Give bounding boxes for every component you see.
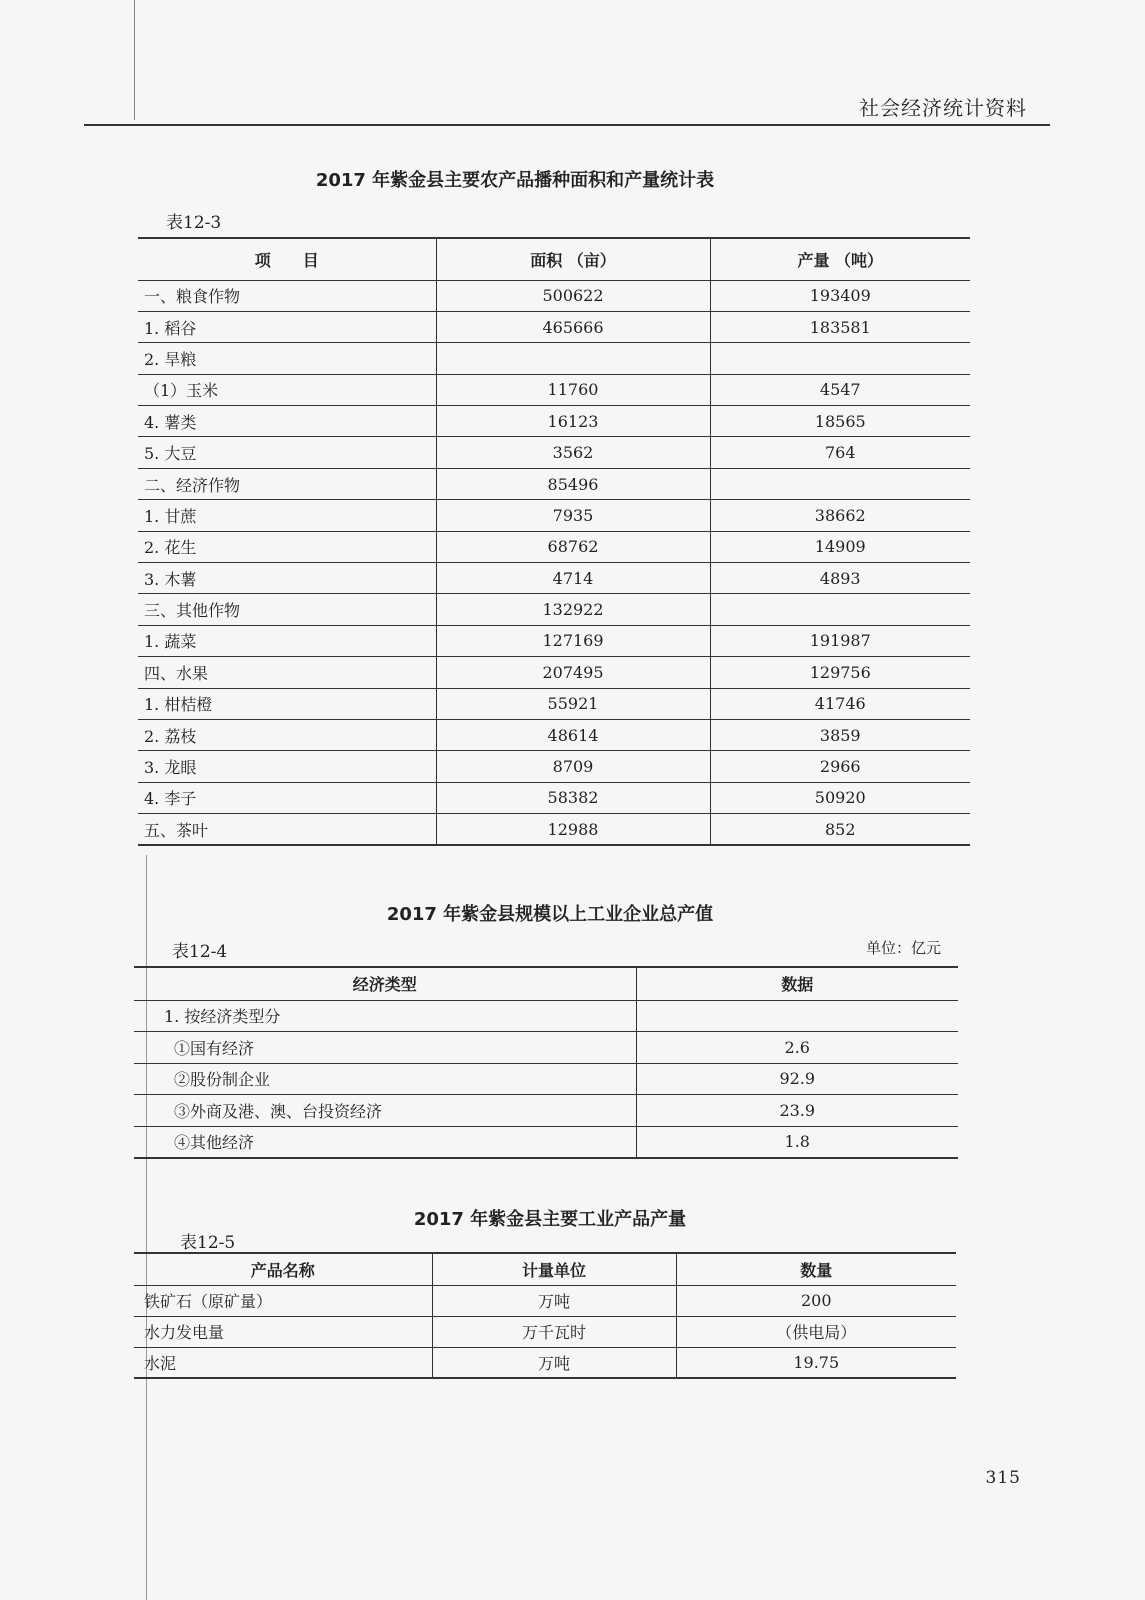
table1-label: 表12-3 xyxy=(166,213,222,233)
table-cell: 3859 xyxy=(710,719,970,750)
table-cell: 2. 花生 xyxy=(138,531,436,562)
table-cell: 11760 xyxy=(436,374,710,405)
table-cell: 1.8 xyxy=(636,1126,958,1158)
table-cell: 2. 荔枝 xyxy=(138,719,436,750)
col-header-data: 数据 xyxy=(636,967,958,1000)
table-cell: 48614 xyxy=(436,719,710,750)
table-cell xyxy=(710,594,970,625)
table-cell: 85496 xyxy=(436,468,710,499)
header-rule xyxy=(84,124,1050,126)
table-cell: 200 xyxy=(676,1285,956,1316)
table-cell: 2966 xyxy=(710,751,970,782)
table-cell: 14909 xyxy=(710,531,970,562)
table-cell xyxy=(636,1000,958,1032)
table2-label: 表12-4 xyxy=(172,942,228,962)
table-row xyxy=(138,280,970,311)
table-cell: 207495 xyxy=(436,657,710,688)
table-cell: 4. 李子 xyxy=(138,782,436,813)
table-cell: 二、经济作物 xyxy=(138,468,436,499)
table-cell: 129756 xyxy=(710,657,970,688)
table-cell: 465666 xyxy=(436,311,710,342)
table-cell: （1）玉米 xyxy=(138,374,436,405)
col-header-type: 经济类型 xyxy=(134,967,636,1000)
table-cell: 19.75 xyxy=(676,1347,956,1378)
col-header-output: 产量 （吨） xyxy=(710,238,970,280)
table-cell: 3. 木薯 xyxy=(138,563,436,594)
section-title: 社会经济统计资料 xyxy=(859,96,1027,120)
table-row xyxy=(138,657,970,688)
table-cell: 764 xyxy=(710,437,970,468)
table-row xyxy=(138,500,970,531)
col-header-area: 面积 （亩） xyxy=(436,238,710,280)
table-cell: 852 xyxy=(710,814,970,845)
col-header-unit: 计量单位 xyxy=(432,1253,676,1285)
crop-table-body xyxy=(138,280,970,845)
table-cell: 41746 xyxy=(710,688,970,719)
gutter-line xyxy=(134,0,135,120)
crop-table xyxy=(138,237,970,846)
table-row xyxy=(138,688,970,719)
table-row xyxy=(134,1285,956,1316)
table3-title: 2017 年紫金县主要工业产品产量 xyxy=(413,1209,687,1230)
table-cell: 7935 xyxy=(436,500,710,531)
table-cell: 2.6 xyxy=(636,1032,958,1064)
table-cell: ④其他经济 xyxy=(134,1126,636,1158)
col-header-item: 项 目 xyxy=(138,238,436,280)
table-cell: 23.9 xyxy=(636,1095,958,1127)
table-cell: ②股份制企业 xyxy=(134,1063,636,1095)
table-row xyxy=(138,625,970,656)
table-cell: 一、粮食作物 xyxy=(138,280,436,311)
table-row xyxy=(138,814,970,845)
table-cell: 水力发电量 xyxy=(134,1316,432,1347)
table-cell xyxy=(710,343,970,374)
col-header-quantity: 数量 xyxy=(676,1253,956,1285)
table-row xyxy=(134,1032,958,1064)
industry-output-table xyxy=(134,966,958,1159)
table-cell: 铁矿石（原矿量） xyxy=(134,1285,432,1316)
table-row xyxy=(138,437,970,468)
table-row xyxy=(138,782,970,813)
table-cell: 1. 柑桔橙 xyxy=(138,688,436,719)
table-row xyxy=(134,1316,956,1347)
table-cell xyxy=(436,343,710,374)
table-row xyxy=(134,1000,958,1032)
table-cell: 68762 xyxy=(436,531,710,562)
table-row xyxy=(138,751,970,782)
table3-label: 表12-5 xyxy=(180,1233,236,1253)
table-cell: ③外商及港、澳、台投资经济 xyxy=(134,1095,636,1127)
table-cell: 五、茶叶 xyxy=(138,814,436,845)
table-row xyxy=(134,1063,958,1095)
table-cell: 18565 xyxy=(710,406,970,437)
table-cell: 4714 xyxy=(436,563,710,594)
table-row xyxy=(134,1126,958,1158)
table-cell xyxy=(710,468,970,499)
table-cell: （供电局） xyxy=(676,1316,956,1347)
table-cell: 万千瓦时 xyxy=(432,1316,676,1347)
table-cell: 3. 龙眼 xyxy=(138,751,436,782)
table2-title: 2017 年紫金县规模以上工业企业总产值 xyxy=(386,904,714,925)
table-row xyxy=(138,374,970,405)
table-cell: 3562 xyxy=(436,437,710,468)
table-row xyxy=(138,406,970,437)
table2-unit: 单位：亿元 xyxy=(865,939,941,957)
table-cell: 水泥 xyxy=(134,1347,432,1378)
table-row xyxy=(134,1347,956,1378)
industry-output-table-body xyxy=(134,1000,958,1158)
table-row xyxy=(134,1095,958,1127)
table-cell: 四、水果 xyxy=(138,657,436,688)
table-row xyxy=(138,468,970,499)
industrial-products-table-body xyxy=(134,1285,956,1378)
table1-title: 2017 年紫金县主要农产品播种面积和产量统计表 xyxy=(315,170,715,191)
table-cell: 1. 甘蔗 xyxy=(138,500,436,531)
table-cell: 5. 大豆 xyxy=(138,437,436,468)
table-cell: 127169 xyxy=(436,625,710,656)
table-row xyxy=(138,563,970,594)
table-cell: 500622 xyxy=(436,280,710,311)
table-cell: 4. 薯类 xyxy=(138,406,436,437)
table-row xyxy=(138,719,970,750)
table-cell: 132922 xyxy=(436,594,710,625)
table-cell: 4893 xyxy=(710,563,970,594)
table-cell: 183581 xyxy=(710,311,970,342)
table-cell: 193409 xyxy=(710,280,970,311)
table-cell: 55921 xyxy=(436,688,710,719)
table-cell: 50920 xyxy=(710,782,970,813)
table-row xyxy=(138,311,970,342)
table-cell: 8709 xyxy=(436,751,710,782)
table-row xyxy=(138,594,970,625)
table-cell: 1. 稻谷 xyxy=(138,311,436,342)
table-cell: 2. 旱粮 xyxy=(138,343,436,374)
table-cell: 万吨 xyxy=(432,1347,676,1378)
table-row xyxy=(138,531,970,562)
table-cell: 58382 xyxy=(436,782,710,813)
table-cell: 4547 xyxy=(710,374,970,405)
table-cell: 1. 蔬菜 xyxy=(138,625,436,656)
table-cell: 1. 按经济类型分 xyxy=(134,1000,636,1032)
col-header-product: 产品名称 xyxy=(134,1253,432,1285)
table-cell: 三、其他作物 xyxy=(138,594,436,625)
table-cell: 191987 xyxy=(710,625,970,656)
table-cell: 16123 xyxy=(436,406,710,437)
page-number: 315 xyxy=(985,1468,1021,1488)
table-cell: 92.9 xyxy=(636,1063,958,1095)
table-cell: 万吨 xyxy=(432,1285,676,1316)
table-cell: ①国有经济 xyxy=(134,1032,636,1064)
table-cell: 38662 xyxy=(710,500,970,531)
table-cell: 12988 xyxy=(436,814,710,845)
table-row xyxy=(138,343,970,374)
industrial-products-table xyxy=(134,1252,956,1379)
